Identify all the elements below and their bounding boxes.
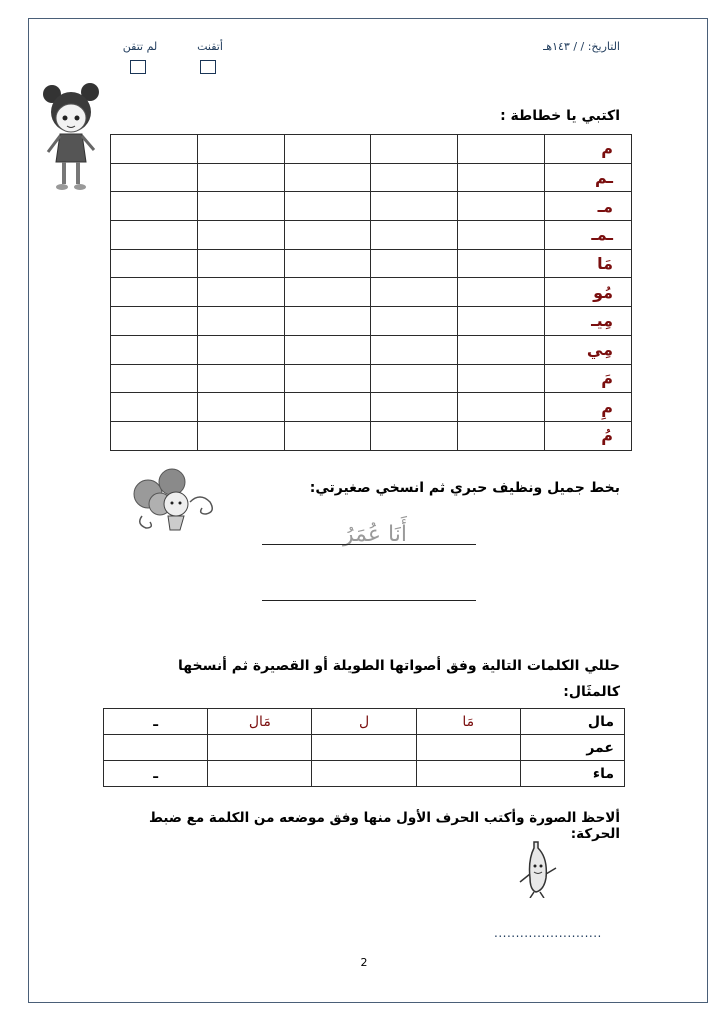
writing-cell[interactable] [197, 278, 284, 307]
writing-cell[interactable] [458, 135, 545, 164]
letter-cell: مَا [545, 249, 632, 278]
answer-cell[interactable] [416, 761, 520, 787]
writing-cell[interactable] [284, 278, 371, 307]
letter-cell: مِيـ [545, 307, 632, 336]
letter-cell: ل [312, 709, 416, 735]
writing-cell[interactable] [197, 421, 284, 450]
writing-cell[interactable] [111, 163, 198, 192]
writing-cell[interactable] [458, 192, 545, 221]
grid-row [111, 278, 632, 307]
letter-cell: مُو [545, 278, 632, 307]
writing-cell[interactable] [371, 135, 458, 164]
swirl-left [140, 516, 152, 528]
writing-cell[interactable] [284, 307, 371, 336]
grid-row [111, 364, 632, 393]
letter-cell: مِي [545, 335, 632, 364]
writing-cell[interactable] [111, 135, 198, 164]
analysis-title: حللي الكلمات التالية وفق أصواتها الطويلة أو القصيرة ثم أنسخها [178, 658, 620, 674]
letter-cell: مُ [545, 421, 632, 450]
shoe-left [56, 184, 68, 190]
picture-title: ألاحظ الصورة وأكتب الحرف الأول منها وفق موضعه من الكلمة مع ضبط الحركة: [148, 810, 620, 842]
swirl-right [190, 497, 212, 514]
writing-cell[interactable] [197, 393, 284, 422]
table-row [104, 709, 625, 735]
balloon-character-illustration [128, 466, 238, 536]
writing-cell[interactable] [111, 249, 198, 278]
character-eye-right [179, 502, 182, 505]
writing-cell[interactable] [371, 393, 458, 422]
writing-cell[interactable] [111, 221, 198, 250]
banana-eye-left [534, 865, 537, 868]
writing-cell[interactable] [111, 192, 198, 221]
letter-cell: ـم [545, 163, 632, 192]
answer-cell[interactable] [416, 735, 520, 761]
writing-cell[interactable] [197, 335, 284, 364]
character-eye-left [171, 502, 174, 505]
eye-right [75, 116, 80, 121]
word-cell: ماء [520, 761, 624, 787]
not-mastered-checkbox[interactable] [130, 60, 146, 74]
writing-cell[interactable] [371, 278, 458, 307]
mastered-checkbox[interactable] [200, 60, 216, 74]
writing-cell[interactable] [284, 249, 371, 278]
answer-cell[interactable] [208, 761, 312, 787]
copy-cell: مَال [208, 709, 312, 735]
writing-cell[interactable] [371, 249, 458, 278]
copy-line-2[interactable] [262, 600, 476, 601]
letter-cell: ـمـ [545, 221, 632, 250]
writing-cell[interactable] [111, 335, 198, 364]
extra-cell: ـ [104, 709, 208, 735]
writing-cell[interactable] [197, 221, 284, 250]
answer-cell[interactable]: ـ [104, 761, 208, 787]
writing-cell[interactable] [111, 421, 198, 450]
writing-cell[interactable] [371, 335, 458, 364]
handwriting-title: اكتبي يا خطاطة : [500, 108, 620, 124]
answer-cell[interactable] [312, 761, 416, 787]
writing-cell[interactable] [458, 163, 545, 192]
not-mastered-label: لم تتقن [122, 40, 158, 53]
handwriting-grid [110, 134, 632, 451]
writing-cell[interactable] [111, 364, 198, 393]
grid-row [111, 249, 632, 278]
writing-cell[interactable] [458, 421, 545, 450]
shoe-right [74, 184, 86, 190]
writing-cell[interactable] [371, 163, 458, 192]
word-cell: مال [520, 709, 624, 735]
writing-cell[interactable] [458, 307, 545, 336]
eye-left [63, 116, 68, 121]
grid-row [111, 393, 632, 422]
writing-cell[interactable] [458, 335, 545, 364]
table-row [104, 735, 625, 761]
writing-cell[interactable] [371, 421, 458, 450]
grid-row [111, 135, 632, 164]
answer-cell[interactable] [104, 735, 208, 761]
writing-cell[interactable] [197, 135, 284, 164]
letter-cell: مَ [545, 364, 632, 393]
writing-cell[interactable] [197, 364, 284, 393]
grid-row [111, 307, 632, 336]
legs [64, 162, 78, 184]
writing-cell[interactable] [284, 364, 371, 393]
writing-cell[interactable] [284, 421, 371, 450]
writing-cell[interactable] [371, 192, 458, 221]
banana-eye-right [540, 865, 543, 868]
grid-row [111, 192, 632, 221]
copy-title: بخط جميل ونظيف حبري ثم انسخي صغيرتي: [309, 480, 620, 496]
balloon-middle [159, 469, 185, 495]
writing-cell[interactable] [458, 221, 545, 250]
grid-row [111, 335, 632, 364]
writing-cell[interactable] [111, 393, 198, 422]
writing-cell[interactable] [111, 278, 198, 307]
banana-body [530, 842, 547, 892]
letter-cell: م [545, 135, 632, 164]
letter-cell: مـ [545, 192, 632, 221]
writing-cell[interactable] [197, 192, 284, 221]
date-field: التاريخ: / / ١٤٣هـ [543, 40, 620, 53]
sample-phrase: أَنَا عُمَرُ [343, 522, 407, 547]
writing-cell[interactable] [197, 163, 284, 192]
banana-illustration [514, 838, 564, 898]
copy-line-1[interactable] [262, 544, 476, 545]
word-cell: عمر [520, 735, 624, 761]
writing-cell[interactable] [371, 221, 458, 250]
character-body [168, 516, 184, 530]
long-vowel-cell: مَا [416, 709, 520, 735]
writing-cell[interactable] [371, 364, 458, 393]
dress [56, 134, 86, 162]
table-row [104, 761, 625, 787]
mastered-label: أتقنت [197, 40, 223, 53]
letter-cell: مِ [545, 393, 632, 422]
writing-cell[interactable] [371, 307, 458, 336]
writing-cell[interactable] [197, 249, 284, 278]
writing-cell[interactable] [284, 393, 371, 422]
writing-cell[interactable] [458, 364, 545, 393]
writing-cell[interactable] [284, 335, 371, 364]
writing-cell[interactable] [458, 393, 545, 422]
grid-row [111, 421, 632, 450]
writing-cell[interactable] [284, 221, 371, 250]
example-label: كالمثَال: [563, 684, 620, 700]
writing-cell[interactable] [197, 307, 284, 336]
writing-cell[interactable] [284, 163, 371, 192]
answer-cell[interactable] [312, 735, 416, 761]
writing-cell[interactable] [284, 192, 371, 221]
grid-row [111, 221, 632, 250]
character-head [164, 492, 188, 516]
girl-illustration [38, 80, 108, 195]
page-number: 2 [360, 956, 368, 969]
word-analysis-table [103, 708, 625, 787]
writing-cell[interactable] [458, 249, 545, 278]
answer-dotted-line[interactable]: ......................... [494, 926, 602, 940]
grid-row [111, 163, 632, 192]
answer-cell[interactable] [208, 735, 312, 761]
writing-cell[interactable] [284, 135, 371, 164]
writing-cell[interactable] [458, 278, 545, 307]
writing-cell[interactable] [111, 307, 198, 336]
